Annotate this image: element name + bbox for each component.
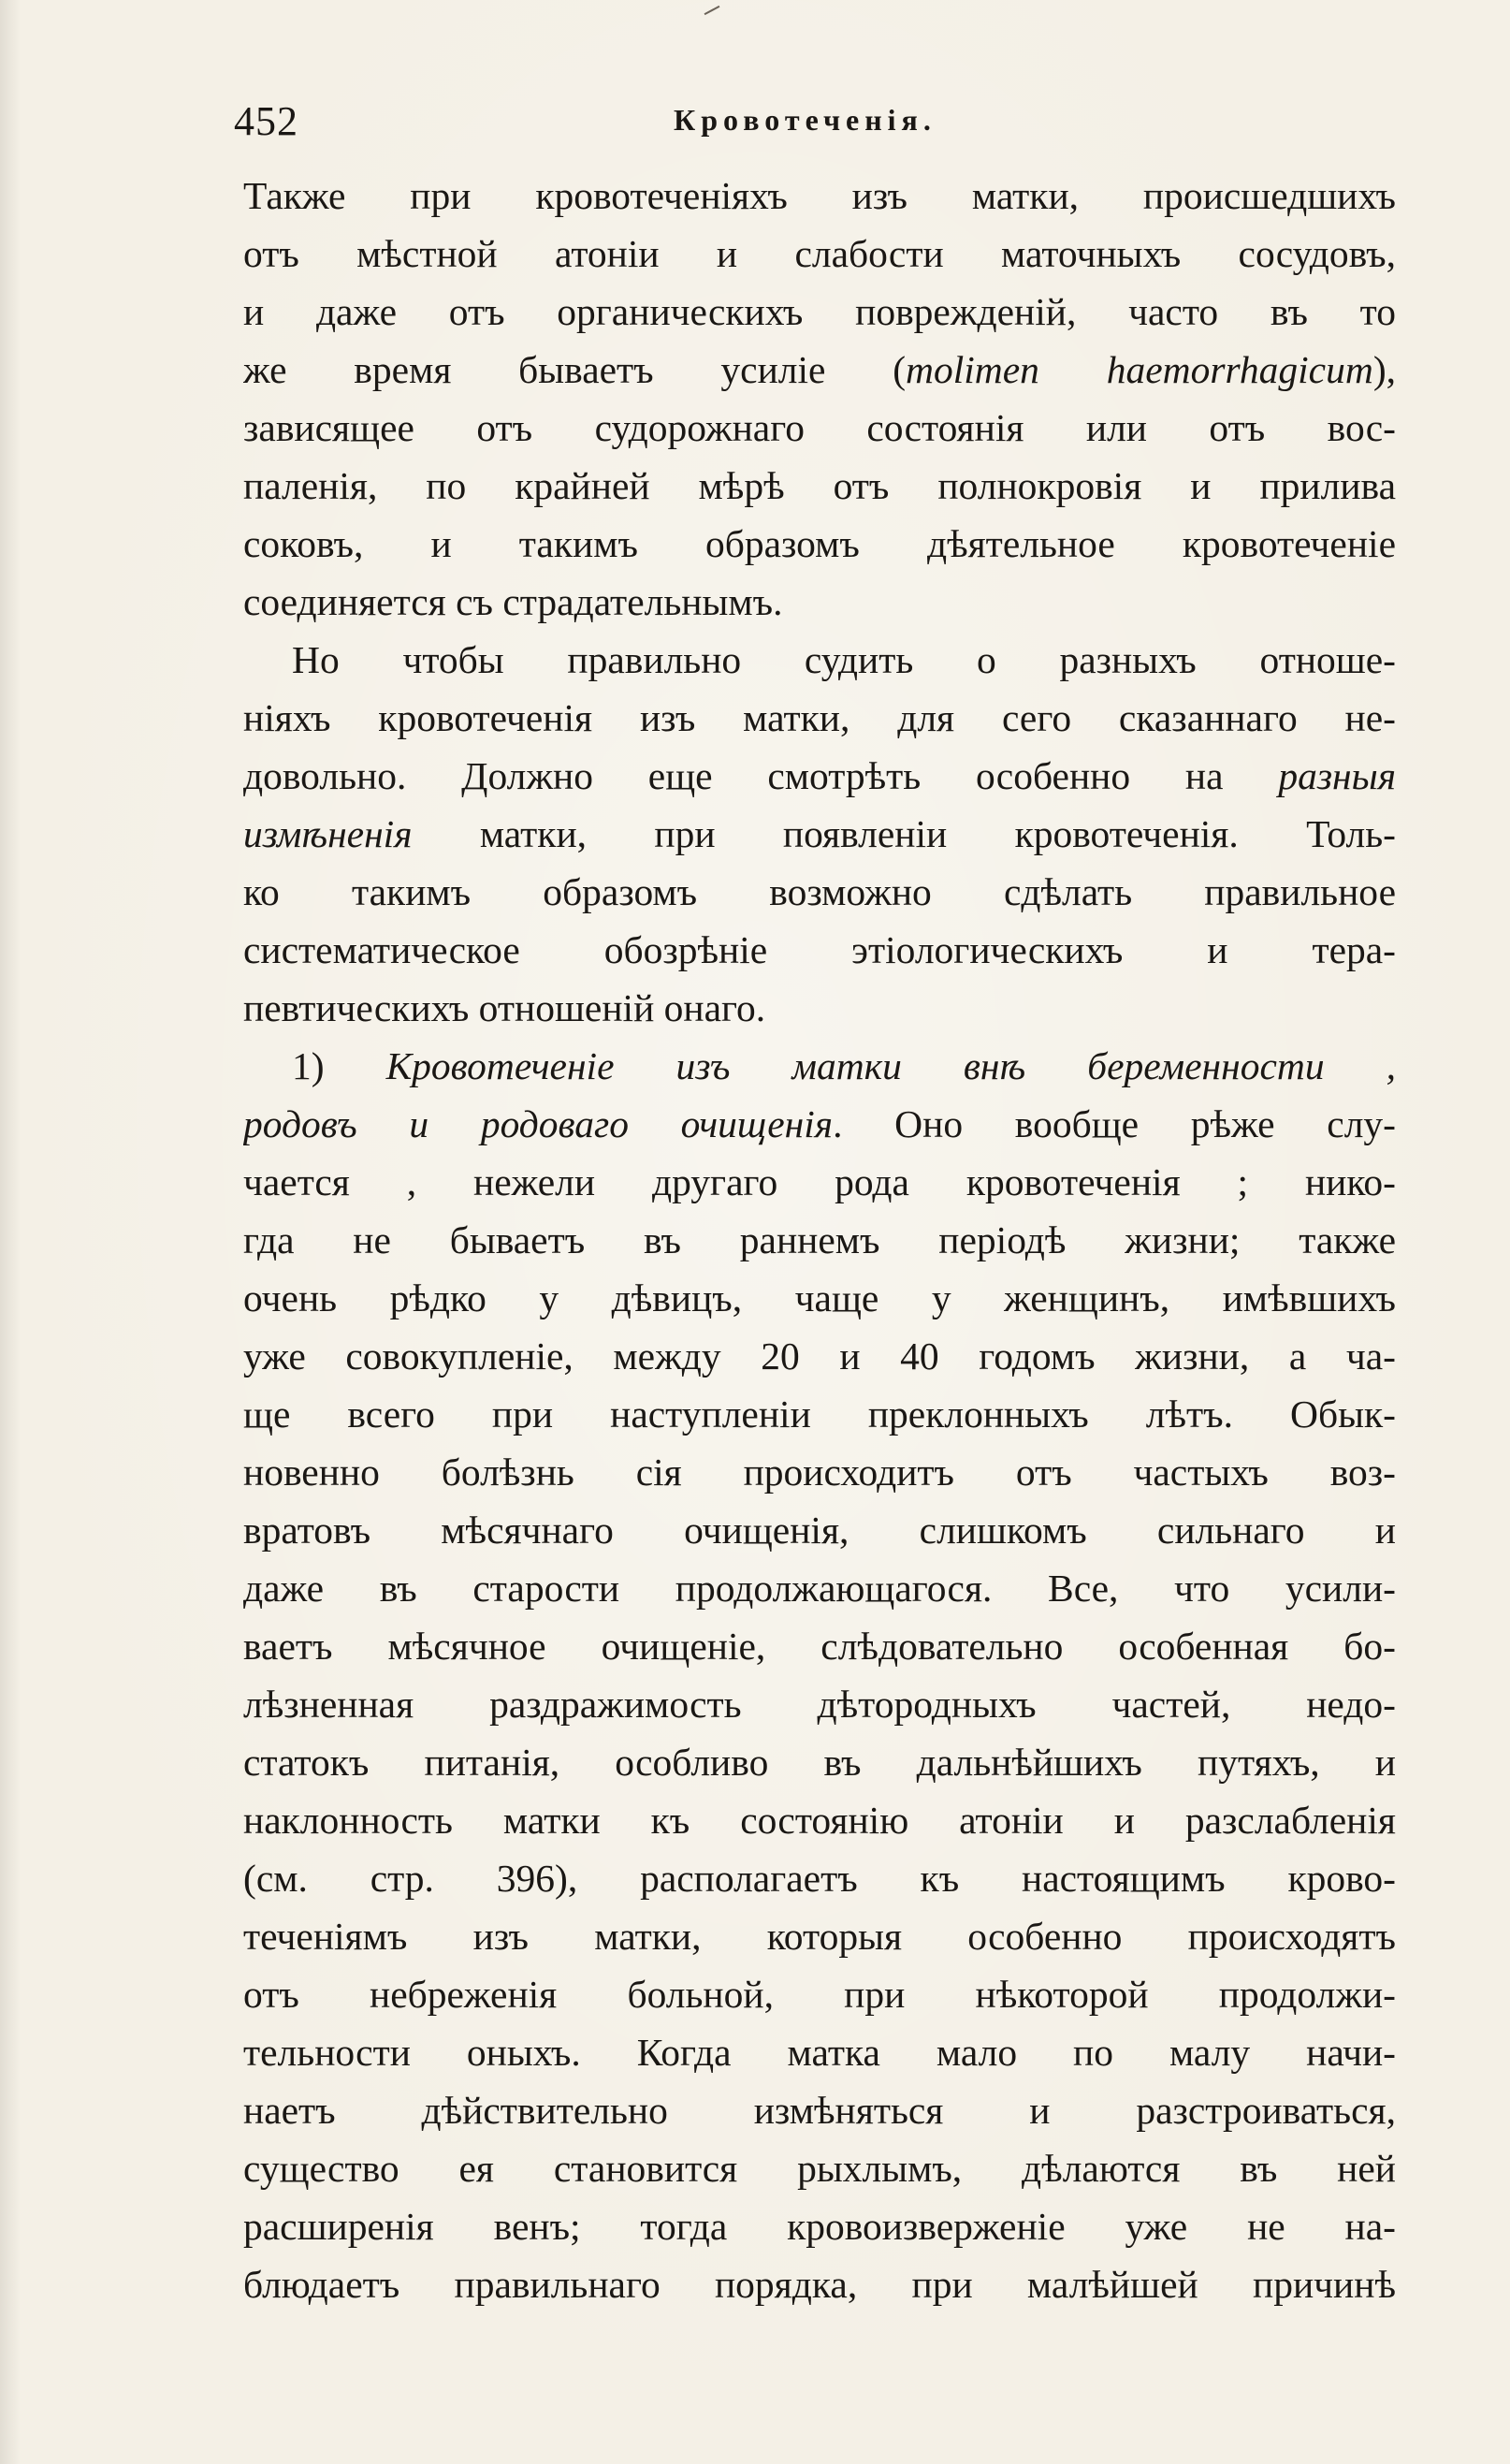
text-segment: и даже отъ органическихъ поврежденій, часто въ то xyxy=(243,290,1396,333)
text-line xyxy=(243,1327,1396,1385)
page-header xyxy=(234,94,1403,150)
text-line xyxy=(243,689,1396,747)
italic-text: измѣненія xyxy=(243,812,413,855)
text-segment: гда не бываетъ въ раннемъ періодѣ жизни; также xyxy=(243,1218,1396,1261)
text-line xyxy=(243,805,1396,863)
text-line xyxy=(243,1907,1396,1965)
text-segment: ніяхъ кровотеченія изъ матки, для сего сказаннаго не- xyxy=(243,696,1396,739)
text-segment: матки, при появленіи кровотеченія. Толь- xyxy=(412,812,1396,855)
text-segment: уже совокупленіе, между 20 и 40 годомъ жизни, а ча- xyxy=(243,1334,1396,1378)
text-line xyxy=(243,747,1396,805)
text-line xyxy=(243,1037,1396,1095)
italic-text: Кровотеченіе изъ матки внѣ беременности , xyxy=(385,1044,1396,1087)
text-segment: (см. стр. 396), располагаетъ къ настоящимъ крово- xyxy=(243,1857,1396,1900)
text-segment: 1) xyxy=(292,1044,386,1087)
text-line xyxy=(243,1791,1396,1849)
text-line xyxy=(243,2197,1396,2255)
text-segment: чается , нежели другаго рода кровотеченія ; нико- xyxy=(243,1160,1396,1203)
text-segment: блюдаетъ правильнаго порядка, при малѣйшей причинѣ xyxy=(243,2263,1396,2306)
text-segment: расширенія венъ; тогда кровоизверженіе уже не на- xyxy=(243,2205,1396,2248)
text-segment: отъ мѣстной атоніи и слабости маточныхъ сосудовъ, xyxy=(243,232,1396,275)
text-segment: певтическихъ отношеній онаго. xyxy=(243,986,766,1029)
text-segment: существо ея становится рыхлымъ, дѣлаются въ ней xyxy=(243,2147,1396,2190)
text-segment: зависящее отъ судорожнаго состоянія или отъ вос- xyxy=(243,406,1396,449)
text-segment: статокъ питанія, особливо въ дальнѣйшихъ путяхъ, и xyxy=(243,1741,1396,1784)
page-edge-shadow xyxy=(0,0,21,2464)
text-segment: ваетъ мѣсячное очищеніе, слѣдовательно особенная бо- xyxy=(243,1625,1396,1668)
text-segment: очень рѣдко у дѣвицъ, чаще у женщинъ, имѣвшихъ xyxy=(243,1276,1396,1319)
text-segment: лѣзненная раздражимость дѣтородныхъ частей, недо- xyxy=(243,1683,1396,1726)
text-line xyxy=(243,1559,1396,1617)
text-segment: ), xyxy=(1372,348,1396,391)
text-line xyxy=(243,1211,1396,1269)
text-segment: соковъ, и такимъ образомъ дѣятельное кровотеченіе xyxy=(243,522,1396,565)
text-line xyxy=(243,2023,1396,2081)
text-line xyxy=(243,1675,1396,1733)
text-line xyxy=(243,167,1396,225)
text-line xyxy=(243,1095,1396,1153)
text-segment: довольно. Должно еще смотрѣть особенно на xyxy=(243,754,1279,797)
text-line xyxy=(243,1501,1396,1559)
text-line xyxy=(243,631,1396,689)
text-segment: Также при кровотеченіяхъ изъ матки, происшедшихъ xyxy=(243,174,1396,217)
text-segment: . Оно вообще рѣже слу- xyxy=(833,1102,1396,1145)
text-line xyxy=(243,283,1396,341)
text-segment: систематическое обозрѣніе этіологическихъ и тера- xyxy=(243,928,1396,971)
body-text xyxy=(243,167,1396,2313)
text-segment: отъ небреженія больной, при нѣкоторой продолжи- xyxy=(243,1973,1396,2016)
italic-text: родовъ и родоваго очищенія xyxy=(243,1102,834,1145)
text-line xyxy=(243,399,1396,457)
text-segment: наетъ дѣйствительно измѣняться и разстроиваться, xyxy=(243,2089,1396,2132)
text-segment: тельности оныхъ. Когда матка мало по малу начи- xyxy=(243,2031,1396,2074)
text-line xyxy=(243,1269,1396,1327)
text-line xyxy=(243,1965,1396,2023)
text-line xyxy=(243,1443,1396,1501)
text-line xyxy=(243,515,1396,573)
text-segment: даже въ старости продолжающагося. Все, что усили- xyxy=(243,1567,1396,1610)
running-title: Кровотеченія. xyxy=(674,103,936,137)
text-line xyxy=(243,979,1396,1037)
text-segment: новенно болѣзнь сія происходитъ отъ частыхъ воз- xyxy=(243,1451,1396,1494)
text-line xyxy=(243,863,1396,921)
text-segment: Но чтобы правильно судить о разныхъ отноше- xyxy=(292,638,1396,681)
page-number: 452 xyxy=(234,98,298,144)
printer-mark xyxy=(704,6,720,15)
text-segment: же время бываетъ усиліе ( xyxy=(243,348,907,391)
text-line xyxy=(243,1153,1396,1211)
text-segment: теченіямъ изъ матки, которыя особенно происходятъ xyxy=(243,1915,1396,1958)
text-line xyxy=(243,921,1396,979)
text-line xyxy=(243,573,1396,631)
text-segment: паленія, по крайней мѣрѣ отъ полнокровія и прилива xyxy=(243,464,1396,507)
text-segment: ко такимъ образомъ возможно сдѣлать правильное xyxy=(243,870,1396,913)
text-line xyxy=(243,457,1396,515)
text-line xyxy=(243,225,1396,283)
text-segment: вратовъ мѣсячнаго очищенія, слишкомъ сильнаго и xyxy=(243,1509,1396,1552)
text-line xyxy=(243,2255,1396,2313)
text-line xyxy=(243,2081,1396,2139)
text-segment: наклонность матки къ состоянію атоніи и разслабленія xyxy=(243,1799,1396,1842)
text-segment: соединяется съ страдательнымъ. xyxy=(243,580,783,623)
text-line xyxy=(243,2139,1396,2197)
text-line xyxy=(243,1617,1396,1675)
text-segment: ще всего при наступленіи преклонныхъ лѣтъ. Обык- xyxy=(243,1392,1396,1436)
text-line xyxy=(243,341,1396,399)
text-line xyxy=(243,1733,1396,1791)
italic-text: molimen haemorrhagicum xyxy=(906,348,1373,391)
text-line xyxy=(243,1849,1396,1907)
text-line xyxy=(243,1385,1396,1443)
italic-text: разныя xyxy=(1278,754,1396,797)
